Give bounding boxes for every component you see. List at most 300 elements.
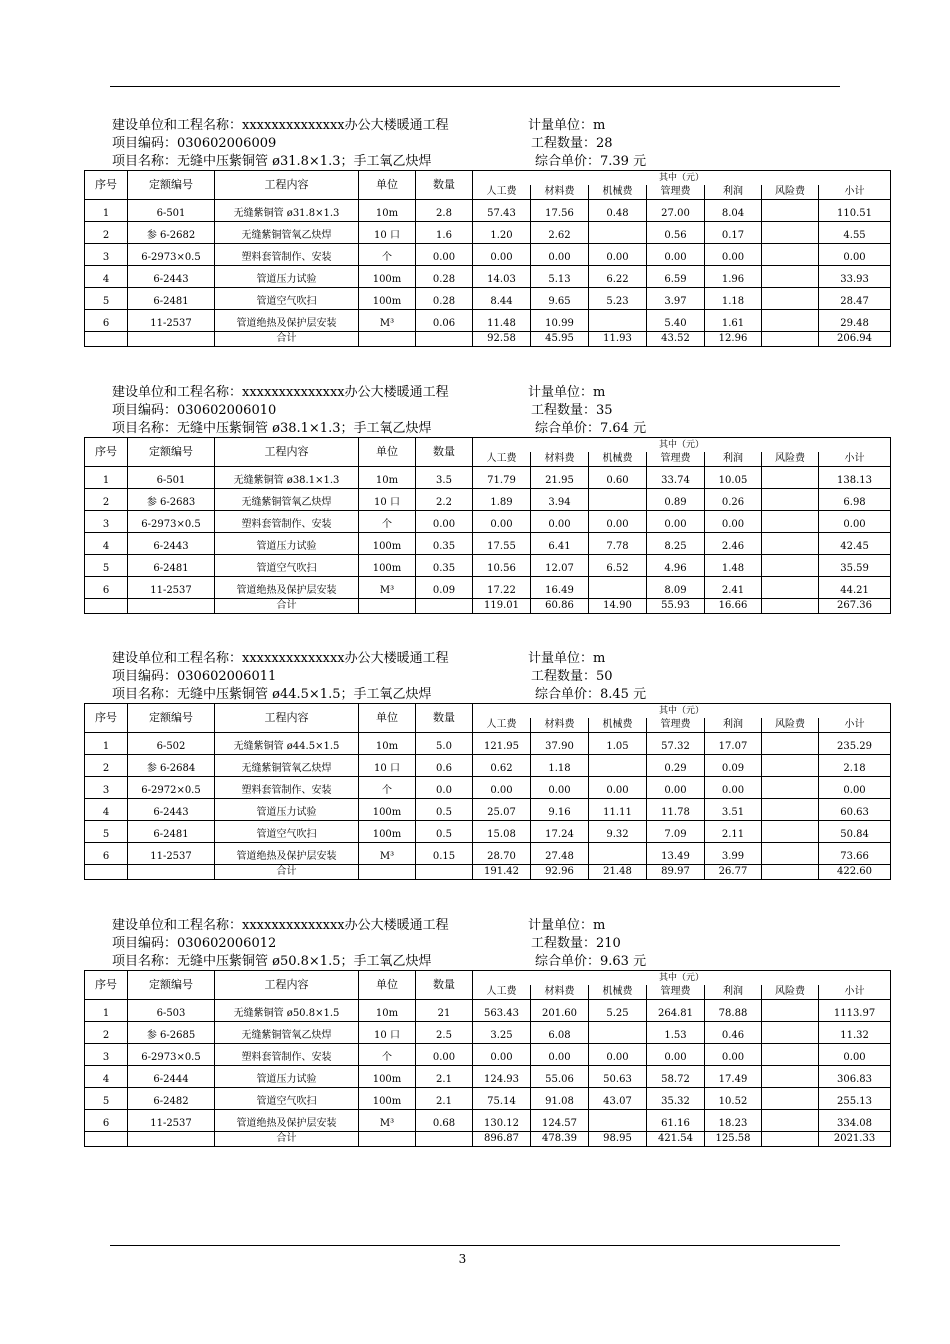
col-unit: 单位 <box>359 171 416 200</box>
cell-material: 9.16 <box>531 799 589 821</box>
cell-code: 11-2537 <box>128 843 215 865</box>
item-name: 项目名称：无缝中压紫铜管 ø50.8×1.5；手工氧乙炔焊 <box>112 954 432 969</box>
cell-content: 管道绝热及保护层安装 <box>215 1110 359 1132</box>
item-code: 项目编码：030602006009 <box>112 136 277 151</box>
cell-mgmt: 0.00 <box>647 244 705 266</box>
cell-mgmt: 8.25 <box>647 533 705 555</box>
cell-machine: 6.22 <box>589 266 647 288</box>
total-mgmt: 421.54 <box>647 1132 705 1147</box>
cell-seq: 4 <box>85 266 128 288</box>
cell-code: 6-2444 <box>128 1066 215 1088</box>
cell-qty: 0.35 <box>416 555 473 577</box>
col-profit: 利润 <box>705 718 762 733</box>
empty-cell <box>416 332 473 347</box>
cell-seq: 2 <box>85 489 128 511</box>
table-row <box>85 843 891 865</box>
unit-price: 综合单价：7.64 元 <box>535 421 647 436</box>
cell-profit: 1.18 <box>705 288 762 310</box>
cell-material: 124.57 <box>531 1110 589 1132</box>
empty-cell <box>85 599 128 614</box>
empty-cell <box>416 1132 473 1147</box>
col-risk: 风险费 <box>762 185 819 200</box>
cell-material: 27.48 <box>531 843 589 865</box>
cell-machine: 43.07 <box>589 1088 647 1110</box>
cell-labor: 8.44 <box>473 288 531 310</box>
table-row <box>85 733 891 755</box>
table-row <box>85 489 891 511</box>
cell-labor: 17.22 <box>473 577 531 599</box>
cell-profit: 0.00 <box>705 777 762 799</box>
project-name: 建设单位和工程名称：xxxxxxxxxxxxxx办公大楼暖通工程 <box>112 651 449 666</box>
cell-content: 管道空气吹扫 <box>215 555 359 577</box>
cell-machine <box>589 489 647 511</box>
cell-machine: 0.60 <box>589 467 647 489</box>
cell-code: 6-2973×0.5 <box>128 511 215 533</box>
cell-unit: 个 <box>359 511 416 533</box>
cell-seq: 1 <box>85 733 128 755</box>
code-line <box>84 402 890 420</box>
cell-mgmt: 33.74 <box>647 467 705 489</box>
cell-qty: 1.6 <box>416 222 473 244</box>
cell-content: 无缝紫铜管氧乙炔焊 <box>215 755 359 777</box>
cell-code: 参 6-2685 <box>128 1022 215 1044</box>
cell-labor: 3.25 <box>473 1022 531 1044</box>
cell-risk <box>762 310 819 332</box>
col-material: 材料费 <box>531 985 589 1000</box>
cell-seq: 4 <box>85 799 128 821</box>
cell-qty: 0.00 <box>416 244 473 266</box>
cell-code: 6-2481 <box>128 288 215 310</box>
col-among: 其中（元） <box>473 971 891 986</box>
cell-seq: 6 <box>85 310 128 332</box>
cell-mgmt: 27.00 <box>647 200 705 222</box>
cell-profit: 1.61 <box>705 310 762 332</box>
cell-profit: 17.49 <box>705 1066 762 1088</box>
cell-material: 17.56 <box>531 200 589 222</box>
col-labor: 人工费 <box>473 452 531 467</box>
table-row <box>85 577 891 599</box>
cell-qty: 0.5 <box>416 799 473 821</box>
cell-mgmt: 7.09 <box>647 821 705 843</box>
empty-cell <box>85 865 128 880</box>
cell-code: 6-2973×0.5 <box>128 244 215 266</box>
cell-risk <box>762 777 819 799</box>
total-subtotal: 267.36 <box>819 599 891 614</box>
cell-code: 11-2537 <box>128 310 215 332</box>
cell-unit: 10 口 <box>359 222 416 244</box>
cell-risk <box>762 843 819 865</box>
empty-cell <box>359 865 416 880</box>
col-risk: 风险费 <box>762 718 819 733</box>
cell-content: 管道绝热及保护层安装 <box>215 843 359 865</box>
item-name: 项目名称：无缝中压紫铜管 ø31.8×1.3；手工氧乙炔焊 <box>112 154 432 169</box>
table-row <box>85 533 891 555</box>
col-material: 材料费 <box>531 452 589 467</box>
cell-labor: 57.43 <box>473 200 531 222</box>
cell-content: 无缝紫铜管氧乙炔焊 <box>215 1022 359 1044</box>
cell-mgmt: 0.56 <box>647 222 705 244</box>
cell-mgmt: 5.40 <box>647 310 705 332</box>
empty-cell <box>359 1132 416 1147</box>
header-rule <box>110 86 840 87</box>
cell-code: 6-503 <box>128 1000 215 1022</box>
col-qty: 数量 <box>416 438 473 467</box>
cell-subtotal: 44.21 <box>819 577 891 599</box>
col-mgmt: 管理费 <box>647 985 705 1000</box>
table-row <box>85 200 891 222</box>
col-machine: 机械费 <box>589 718 647 733</box>
cell-content: 塑料套管制作、安装 <box>215 511 359 533</box>
cell-subtotal: 2.18 <box>819 755 891 777</box>
cell-risk <box>762 1110 819 1132</box>
col-content: 工程内容 <box>215 171 359 200</box>
table-row <box>85 1044 891 1066</box>
total-machine: 11.93 <box>589 332 647 347</box>
empty-cell <box>85 332 128 347</box>
cell-labor: 25.07 <box>473 799 531 821</box>
total-labor: 119.01 <box>473 599 531 614</box>
cell-qty: 0.68 <box>416 1110 473 1132</box>
cell-seq: 6 <box>85 1110 128 1132</box>
cell-risk <box>762 467 819 489</box>
cell-subtotal: 33.93 <box>819 266 891 288</box>
cell-material: 5.13 <box>531 266 589 288</box>
total-labor: 191.42 <box>473 865 531 880</box>
empty-cell <box>359 332 416 347</box>
cell-machine <box>589 577 647 599</box>
cell-labor: 17.55 <box>473 533 531 555</box>
total-labor: 92.58 <box>473 332 531 347</box>
cell-profit: 1.96 <box>705 266 762 288</box>
cell-seq: 5 <box>85 288 128 310</box>
cell-qty: 2.1 <box>416 1066 473 1088</box>
measurement-unit: 计量单位：m <box>528 118 606 133</box>
estimate-block <box>84 917 890 1147</box>
cell-material: 2.62 <box>531 222 589 244</box>
table-row <box>85 1022 891 1044</box>
cell-mgmt: 58.72 <box>647 1066 705 1088</box>
cell-qty: 2.2 <box>416 489 473 511</box>
cell-seq: 4 <box>85 533 128 555</box>
cell-seq: 2 <box>85 1022 128 1044</box>
total-risk <box>762 1132 819 1147</box>
cell-subtotal: 60.63 <box>819 799 891 821</box>
cell-risk <box>762 244 819 266</box>
work-quantity: 工程数量：35 <box>531 403 613 418</box>
cell-mgmt: 3.97 <box>647 288 705 310</box>
cell-unit: 10 口 <box>359 489 416 511</box>
col-seq: 序号 <box>85 971 128 1000</box>
total-material: 45.95 <box>531 332 589 347</box>
cell-seq: 3 <box>85 244 128 266</box>
cell-content: 管道空气吹扫 <box>215 821 359 843</box>
cell-mgmt: 11.78 <box>647 799 705 821</box>
cell-code: 参 6-2682 <box>128 222 215 244</box>
cell-content: 管道空气吹扫 <box>215 288 359 310</box>
cell-profit: 8.04 <box>705 200 762 222</box>
cell-content: 塑料套管制作、安装 <box>215 1044 359 1066</box>
total-profit: 16.66 <box>705 599 762 614</box>
item-name: 项目名称：无缝中压紫铜管 ø44.5×1.5；手工氧乙炔焊 <box>112 687 432 702</box>
cell-seq: 5 <box>85 821 128 843</box>
cell-subtotal: 42.45 <box>819 533 891 555</box>
cell-profit: 0.00 <box>705 1044 762 1066</box>
cell-profit: 18.23 <box>705 1110 762 1132</box>
cell-material: 1.18 <box>531 755 589 777</box>
total-row <box>85 865 891 880</box>
cell-machine: 6.52 <box>589 555 647 577</box>
total-row <box>85 332 891 347</box>
table-row <box>85 310 891 332</box>
cell-unit: 10 口 <box>359 1022 416 1044</box>
cell-material: 91.08 <box>531 1088 589 1110</box>
cell-qty: 0.35 <box>416 533 473 555</box>
name-line <box>84 420 890 437</box>
empty-cell <box>128 865 215 880</box>
project-line <box>84 917 890 935</box>
col-profit: 利润 <box>705 985 762 1000</box>
code-line <box>84 135 890 153</box>
col-subtotal: 小计 <box>819 718 891 733</box>
cell-code: 6-2482 <box>128 1088 215 1110</box>
cell-subtotal: 334.08 <box>819 1110 891 1132</box>
cell-content: 管道压力试验 <box>215 533 359 555</box>
cell-material: 6.08 <box>531 1022 589 1044</box>
table-row <box>85 1000 891 1022</box>
cell-material: 16.49 <box>531 577 589 599</box>
total-material: 60.86 <box>531 599 589 614</box>
cell-mgmt: 264.81 <box>647 1000 705 1022</box>
cell-unit: 10m <box>359 467 416 489</box>
cell-profit: 0.17 <box>705 222 762 244</box>
cell-mgmt: 1.53 <box>647 1022 705 1044</box>
cell-machine <box>589 222 647 244</box>
cell-profit: 3.51 <box>705 799 762 821</box>
cell-qty: 2.5 <box>416 1022 473 1044</box>
cell-profit: 78.88 <box>705 1000 762 1022</box>
cell-labor: 563.43 <box>473 1000 531 1022</box>
table-row <box>85 511 891 533</box>
cell-labor: 124.93 <box>473 1066 531 1088</box>
cell-profit: 0.00 <box>705 244 762 266</box>
cell-labor: 0.00 <box>473 777 531 799</box>
cell-profit: 0.09 <box>705 755 762 777</box>
col-content: 工程内容 <box>215 704 359 733</box>
col-code: 定额编号 <box>128 704 215 733</box>
project-line <box>84 384 890 402</box>
cell-labor: 0.62 <box>473 755 531 777</box>
cell-material: 12.07 <box>531 555 589 577</box>
empty-cell <box>128 332 215 347</box>
cell-labor: 10.56 <box>473 555 531 577</box>
cell-risk <box>762 1044 819 1066</box>
cell-seq: 5 <box>85 1088 128 1110</box>
cell-profit: 3.99 <box>705 843 762 865</box>
cell-material: 201.60 <box>531 1000 589 1022</box>
cell-mgmt: 0.89 <box>647 489 705 511</box>
cell-labor: 14.03 <box>473 266 531 288</box>
cell-profit: 1.48 <box>705 555 762 577</box>
cell-mgmt: 0.00 <box>647 1044 705 1066</box>
cell-labor: 0.00 <box>473 244 531 266</box>
cell-material: 6.41 <box>531 533 589 555</box>
col-content: 工程内容 <box>215 971 359 1000</box>
cell-machine: 11.11 <box>589 799 647 821</box>
cell-risk <box>762 1088 819 1110</box>
cell-qty: 0.06 <box>416 310 473 332</box>
table-row <box>85 1066 891 1088</box>
col-among: 其中（元） <box>473 171 891 186</box>
unit-price: 综合单价：8.45 元 <box>535 687 647 702</box>
item-name: 项目名称：无缝中压紫铜管 ø38.1×1.3；手工氧乙炔焊 <box>112 421 432 436</box>
cell-seq: 5 <box>85 555 128 577</box>
name-line <box>84 153 890 170</box>
cell-content: 管道绝热及保护层安装 <box>215 577 359 599</box>
cell-unit: M³ <box>359 310 416 332</box>
cell-seq: 1 <box>85 1000 128 1022</box>
cell-profit: 10.05 <box>705 467 762 489</box>
project-name: 建设单位和工程名称：xxxxxxxxxxxxxx办公大楼暖通工程 <box>112 918 449 933</box>
cell-machine: 9.32 <box>589 821 647 843</box>
cell-code: 参 6-2684 <box>128 755 215 777</box>
cell-qty: 0.6 <box>416 755 473 777</box>
cell-qty: 0.09 <box>416 577 473 599</box>
cell-risk <box>762 200 819 222</box>
measurement-unit: 计量单位：m <box>528 385 606 400</box>
cell-qty: 0.00 <box>416 511 473 533</box>
cell-machine <box>589 1022 647 1044</box>
cell-seq: 6 <box>85 843 128 865</box>
cell-subtotal: 110.51 <box>819 200 891 222</box>
cell-mgmt: 0.29 <box>647 755 705 777</box>
cell-mgmt: 0.00 <box>647 777 705 799</box>
col-profit: 利润 <box>705 452 762 467</box>
col-mgmt: 管理费 <box>647 452 705 467</box>
col-labor: 人工费 <box>473 185 531 200</box>
cell-content: 管道压力试验 <box>215 799 359 821</box>
cell-unit: 100m <box>359 533 416 555</box>
cell-mgmt: 35.32 <box>647 1088 705 1110</box>
cell-code: 6-2443 <box>128 533 215 555</box>
cell-machine: 0.00 <box>589 777 647 799</box>
cell-subtotal: 235.29 <box>819 733 891 755</box>
cell-code: 6-2973×0.5 <box>128 1044 215 1066</box>
table-row <box>85 467 891 489</box>
total-material: 478.39 <box>531 1132 589 1147</box>
col-content: 工程内容 <box>215 438 359 467</box>
table-row <box>85 266 891 288</box>
col-risk: 风险费 <box>762 452 819 467</box>
cell-unit: 10m <box>359 733 416 755</box>
measurement-unit: 计量单位：m <box>528 918 606 933</box>
cell-mgmt: 8.09 <box>647 577 705 599</box>
total-risk <box>762 599 819 614</box>
cell-qty: 0.28 <box>416 266 473 288</box>
table-row <box>85 288 891 310</box>
col-seq: 序号 <box>85 438 128 467</box>
cell-material: 21.95 <box>531 467 589 489</box>
col-unit: 单位 <box>359 971 416 1000</box>
cost-table <box>84 437 891 614</box>
cell-mgmt: 13.49 <box>647 843 705 865</box>
project-line <box>84 650 890 668</box>
col-code: 定额编号 <box>128 971 215 1000</box>
total-risk <box>762 865 819 880</box>
table-row <box>85 244 891 266</box>
code-line <box>84 668 890 686</box>
project-name: 建设单位和工程名称：xxxxxxxxxxxxxx办公大楼暖通工程 <box>112 385 449 400</box>
col-seq: 序号 <box>85 704 128 733</box>
cell-subtotal: 28.47 <box>819 288 891 310</box>
cell-qty: 0.28 <box>416 288 473 310</box>
cell-labor: 1.20 <box>473 222 531 244</box>
cell-machine: 0.00 <box>589 511 647 533</box>
cell-unit: 100m <box>359 266 416 288</box>
col-mgmt: 管理费 <box>647 185 705 200</box>
table-row <box>85 821 891 843</box>
empty-cell <box>359 599 416 614</box>
item-code: 项目编码：030602006011 <box>112 669 277 684</box>
total-mgmt: 89.97 <box>647 865 705 880</box>
cell-unit: 10 口 <box>359 755 416 777</box>
col-among: 其中（元） <box>473 438 891 453</box>
cell-risk <box>762 733 819 755</box>
total-label: 合计 <box>215 1132 359 1147</box>
total-subtotal: 2021.33 <box>819 1132 891 1147</box>
cell-subtotal: 0.00 <box>819 244 891 266</box>
cell-machine: 7.78 <box>589 533 647 555</box>
unit-price: 综合单价：9.63 元 <box>535 954 647 969</box>
cell-qty: 2.1 <box>416 1088 473 1110</box>
total-machine: 14.90 <box>589 599 647 614</box>
total-label: 合计 <box>215 865 359 880</box>
cell-risk <box>762 222 819 244</box>
col-subtotal: 小计 <box>819 452 891 467</box>
cell-unit: M³ <box>359 577 416 599</box>
cell-material: 9.65 <box>531 288 589 310</box>
project-name: 建设单位和工程名称：xxxxxxxxxxxxxx办公大楼暖通工程 <box>112 118 449 133</box>
work-quantity: 工程数量：210 <box>531 936 621 951</box>
cell-risk <box>762 489 819 511</box>
cell-seq: 1 <box>85 467 128 489</box>
cell-subtotal: 4.55 <box>819 222 891 244</box>
total-material: 92.96 <box>531 865 589 880</box>
cell-machine <box>589 843 647 865</box>
total-labor: 896.87 <box>473 1132 531 1147</box>
col-unit: 单位 <box>359 704 416 733</box>
cell-unit: 100m <box>359 288 416 310</box>
cell-seq: 6 <box>85 577 128 599</box>
total-machine: 98.95 <box>589 1132 647 1147</box>
estimate-block <box>84 650 890 880</box>
col-subtotal: 小计 <box>819 185 891 200</box>
cell-machine <box>589 755 647 777</box>
total-label: 合计 <box>215 599 359 614</box>
cell-machine: 1.05 <box>589 733 647 755</box>
table-row <box>85 755 891 777</box>
footer-rule <box>110 1245 840 1246</box>
cell-content: 无缝紫铜管氧乙炔焊 <box>215 222 359 244</box>
cell-material: 0.00 <box>531 511 589 533</box>
cell-labor: 11.48 <box>473 310 531 332</box>
cell-qty: 0.00 <box>416 1044 473 1066</box>
cell-code: 6-501 <box>128 467 215 489</box>
cell-machine <box>589 1110 647 1132</box>
cell-mgmt: 57.32 <box>647 733 705 755</box>
table-row <box>85 1088 891 1110</box>
cell-subtotal: 0.00 <box>819 1044 891 1066</box>
empty-cell <box>128 1132 215 1147</box>
